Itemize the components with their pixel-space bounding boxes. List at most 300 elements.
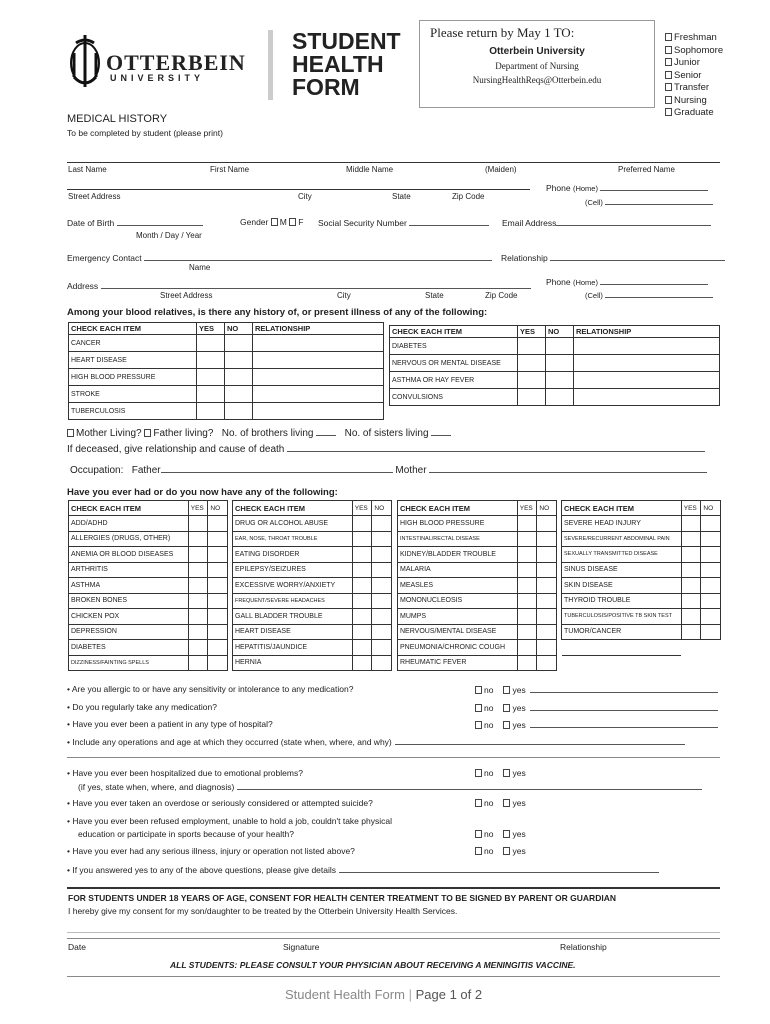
phone-home[interactable]: Phone (Home): [546, 182, 708, 193]
bullet: •: [67, 684, 72, 694]
question-text: Do you regularly take any medication?: [72, 702, 217, 712]
personal-item: KIDNEY/BLADDER TROUBLE: [398, 547, 518, 563]
no-cell[interactable]: [537, 547, 557, 563]
yes-cell[interactable]: [517, 562, 537, 578]
table-row: [233, 655, 392, 671]
question: [67, 846, 355, 856]
personal-item: SEVERE/RECURRENT ABDOMINAL PAIN: [562, 531, 682, 547]
no-cell[interactable]: [208, 547, 228, 563]
phone-cell[interactable]: (Cell): [585, 196, 713, 207]
personal-header: YES: [517, 501, 537, 516]
table-row: [398, 578, 557, 594]
personal-item: [562, 640, 682, 656]
family-item: CONVULSIONS: [390, 389, 518, 406]
no-cell[interactable]: [537, 640, 557, 656]
no-cell[interactable]: [372, 578, 392, 594]
class-options: [665, 32, 723, 120]
relationship-cell[interactable]: [253, 352, 384, 369]
emergency-contact[interactable]: Emergency Contact: [67, 252, 492, 263]
no-cell[interactable]: [701, 547, 721, 563]
table-row: [69, 609, 228, 625]
yes-checkbox[interactable]: [503, 799, 510, 807]
yes-cell[interactable]: [352, 624, 372, 640]
answer-line[interactable]: [67, 757, 720, 758]
no-cell[interactable]: [225, 352, 253, 369]
no-cell[interactable]: [537, 624, 557, 640]
divider: [268, 30, 273, 100]
yes-no-choice[interactable]: [475, 846, 526, 856]
no-checkbox[interactable]: [475, 847, 482, 855]
class-option-nursing[interactable]: Nursing: [665, 95, 723, 108]
table-row: [562, 562, 721, 578]
personal-header: NO: [372, 501, 392, 516]
personal-item: DRUG OR ALCOHOL ABUSE: [233, 516, 353, 532]
dob-sub: Month / Day / Year: [136, 231, 202, 240]
bullet: •: [67, 798, 73, 808]
class-option-transfer[interactable]: Transfer: [665, 82, 723, 95]
yes-cell[interactable]: [188, 624, 208, 640]
no-cell[interactable]: [372, 640, 392, 656]
yes-cell[interactable]: [352, 531, 372, 547]
parents-living[interactable]: Mother Living? Father living? No. of brothers living No. of sisters living: [67, 427, 451, 439]
family-header: NO: [225, 323, 253, 335]
deceased-field[interactable]: If deceased, give relationship and cause of death: [67, 443, 705, 455]
relationship-cell[interactable]: [574, 389, 720, 406]
table-row: [398, 516, 557, 532]
no-label: no: [484, 685, 494, 695]
no-checkbox[interactable]: [475, 721, 482, 729]
no-cell[interactable]: [208, 609, 228, 625]
no-cell[interactable]: [537, 593, 557, 609]
yes-cell[interactable]: [517, 624, 537, 640]
no-cell[interactable]: [372, 531, 392, 547]
relationship-cell[interactable]: [574, 355, 720, 372]
yes-cell[interactable]: [518, 355, 546, 372]
label-zip: Zip Code: [452, 192, 485, 201]
no-cell[interactable]: [537, 578, 557, 594]
yes-checkbox[interactable]: [503, 686, 510, 694]
emergency-name-label: Name: [189, 263, 211, 272]
personal-history-table: [232, 500, 392, 671]
table-row: [69, 562, 228, 578]
personal-item: ASTHMA: [69, 578, 189, 594]
table-row: [398, 640, 557, 656]
answer-line[interactable]: [67, 932, 720, 933]
question-text: (if yes, state when, where, and diagnosis): [78, 782, 235, 792]
yes-cell[interactable]: [188, 640, 208, 656]
bullet: •: [67, 816, 73, 826]
gender-field[interactable]: Gender M F: [240, 217, 304, 227]
yes-checkbox[interactable]: [503, 721, 510, 729]
personal-header: YES: [188, 501, 208, 516]
table-row: [69, 655, 228, 671]
personal-item: SEVERE HEAD INJURY: [562, 516, 682, 532]
no-cell[interactable]: [208, 516, 228, 532]
bullet: •: [67, 719, 73, 729]
answer-line[interactable]: [339, 864, 659, 873]
no-cell[interactable]: [701, 531, 721, 547]
question: [78, 781, 702, 792]
no-cell[interactable]: [225, 335, 253, 352]
no-cell[interactable]: [372, 516, 392, 532]
question: [67, 816, 392, 826]
label-state: State: [392, 192, 411, 201]
yes-label: yes: [512, 829, 526, 839]
table-row: [69, 335, 384, 352]
yes-cell[interactable]: [518, 389, 546, 406]
no-label: no: [484, 703, 494, 713]
personal-history-table: [68, 500, 228, 671]
no-checkbox[interactable]: [475, 769, 482, 777]
no-label: no: [484, 768, 494, 778]
question: [67, 768, 303, 778]
yes-label: yes: [512, 768, 526, 778]
emergency-address[interactable]: Address: [67, 280, 531, 291]
personal-item: GALL BLADDER TROUBLE: [233, 609, 353, 625]
table-row: [69, 624, 228, 640]
table-row: [398, 562, 557, 578]
consent-title: FOR STUDENTS UNDER 18 YEARS OF AGE, CONSENT FOR HEALTH CENTER TREATMENT TO BE SIGNED BY PARENT OR GUARDIAN: [68, 893, 616, 903]
section-sub: To be completed by student (please print): [67, 128, 223, 138]
table-row: [233, 640, 392, 656]
no-checkbox[interactable]: [475, 799, 482, 807]
no-cell[interactable]: [701, 624, 721, 640]
table-row: [398, 609, 557, 625]
personal-item: EAR, NOSE, THROAT TROUBLE: [233, 531, 353, 547]
no-cell[interactable]: [225, 369, 253, 386]
no-cell[interactable]: [537, 516, 557, 532]
yes-cell[interactable]: [517, 531, 537, 547]
relationship-cell[interactable]: [574, 338, 720, 355]
personal-header: NO: [701, 501, 721, 516]
yes-cell[interactable]: [517, 655, 537, 671]
family-item: HEART DISEASE: [69, 352, 197, 369]
em-phone-home[interactable]: Phone (Home): [546, 276, 708, 287]
no-cell[interactable]: [208, 562, 228, 578]
no-cell[interactable]: [546, 355, 574, 372]
yes-cell[interactable]: [188, 609, 208, 625]
bullet: •: [67, 846, 73, 856]
no-cell[interactable]: [208, 531, 228, 547]
no-cell[interactable]: [208, 655, 228, 671]
yes-cell[interactable]: [352, 593, 372, 609]
yes-no-choice[interactable]: [475, 684, 718, 695]
yes-checkbox[interactable]: [503, 847, 510, 855]
family-item: ASTHMA OR HAY FEVER: [390, 372, 518, 389]
yes-checkbox[interactable]: [503, 830, 510, 838]
question-text: Have you ever been hospitalized due to emotional problems?: [72, 768, 303, 778]
yes-checkbox[interactable]: [503, 769, 510, 777]
class-option-sophomore[interactable]: Sophomore: [665, 45, 723, 58]
table-row: [390, 389, 720, 406]
no-cell[interactable]: [546, 372, 574, 389]
no-cell[interactable]: [701, 578, 721, 594]
empty-cell: [681, 655, 701, 671]
em-zip: Zip Code: [485, 291, 518, 300]
personal-item: TUMOR/CANCER: [562, 624, 682, 640]
em-state: State: [425, 291, 444, 300]
empty-cell: [701, 655, 721, 671]
personal-item: BROKEN BONES: [69, 593, 189, 609]
return-box: Please return by May 1 TO: Otterbein University Department of Nursing NursingHealthReqs@Otterbein.edu: [419, 20, 655, 108]
no-cell[interactable]: [537, 531, 557, 547]
table-row: [562, 609, 721, 625]
yes-label: yes: [512, 720, 526, 730]
no-cell[interactable]: [372, 547, 392, 563]
yes-cell[interactable]: [681, 547, 701, 563]
relationship-field[interactable]: Relationship: [501, 252, 725, 263]
no-cell[interactable]: [537, 562, 557, 578]
personal-item: THYROID TROUBLE: [562, 593, 682, 609]
personal-item: HEPATITIS/JAUNDICE: [233, 640, 353, 656]
table-row: [398, 547, 557, 563]
answer-line[interactable]: [530, 684, 718, 693]
yes-cell[interactable]: [681, 593, 701, 609]
no-cell[interactable]: [372, 624, 392, 640]
yes-cell[interactable]: [352, 516, 372, 532]
personal-item: DEPRESSION: [69, 624, 189, 640]
no-cell[interactable]: [546, 389, 574, 406]
personal-item: RHEUMATIC FEVER: [398, 655, 518, 671]
yes-cell[interactable]: [188, 562, 208, 578]
ssn-field[interactable]: Social Security Number: [318, 217, 489, 228]
personal-item: INTESTINAL/RECTAL DISEASE: [398, 531, 518, 547]
table-row: [233, 531, 392, 547]
family-header: YES: [197, 323, 225, 335]
yes-no-choice[interactable]: [475, 768, 526, 778]
yes-cell[interactable]: [352, 609, 372, 625]
personal-item: PNEUMONIA/CHRONIC COUGH: [398, 640, 518, 656]
table-row: [69, 516, 228, 532]
personal-title: Have you ever had or do you now have any of the following:: [67, 487, 338, 498]
class-option-freshman[interactable]: Freshman: [665, 32, 723, 45]
question: [67, 736, 685, 747]
no-cell[interactable]: [701, 562, 721, 578]
yes-cell[interactable]: [188, 593, 208, 609]
empty-cell: [681, 640, 701, 656]
form-title: STUDENT HEALTH FORM: [292, 28, 401, 100]
yes-cell[interactable]: [681, 531, 701, 547]
question-text: Have you ever had any serious illness, injury or operation not listed above?: [72, 846, 355, 856]
yes-checkbox[interactable]: [503, 704, 510, 712]
personal-header: CHECK EACH ITEM: [398, 501, 518, 516]
no-label: no: [484, 829, 494, 839]
yes-cell[interactable]: [188, 655, 208, 671]
relationship-cell[interactable]: [253, 403, 384, 420]
personal-item: SKIN DISEASE: [562, 578, 682, 594]
bullet: •: [67, 768, 73, 778]
no-cell[interactable]: [208, 593, 228, 609]
personal-item: [562, 655, 682, 671]
yes-cell[interactable]: [197, 369, 225, 386]
yes-cell[interactable]: [352, 655, 372, 671]
relationship-cell[interactable]: [574, 372, 720, 389]
personal-item: TUBERCULOSIS/POSITIVE TB SKIN TEST: [562, 609, 682, 625]
yes-cell[interactable]: [188, 516, 208, 532]
class-option-senior[interactable]: Senior: [665, 70, 723, 83]
no-cell[interactable]: [208, 640, 228, 656]
answer-line[interactable]: [530, 719, 718, 728]
personal-item: EPILEPSY/SEIZURES: [233, 562, 353, 578]
no-cell[interactable]: [537, 609, 557, 625]
class-option-graduate[interactable]: Graduate: [665, 107, 723, 120]
table-row: [562, 516, 721, 532]
dob-field[interactable]: Date of Birth: [67, 217, 203, 228]
table-row: [398, 531, 557, 547]
yes-no-choice[interactable]: [475, 798, 526, 808]
table-row: [69, 547, 228, 563]
no-cell[interactable]: [546, 338, 574, 355]
yes-cell[interactable]: [197, 403, 225, 420]
answer-line[interactable]: [530, 702, 718, 711]
no-cell[interactable]: [372, 593, 392, 609]
family-item: NERVOUS OR MENTAL DISEASE: [390, 355, 518, 372]
answer-line[interactable]: [395, 736, 685, 745]
em-phone-cell[interactable]: (Cell): [585, 289, 713, 300]
yes-cell[interactable]: [517, 593, 537, 609]
yes-cell[interactable]: [681, 516, 701, 532]
question: [67, 702, 217, 712]
question-text: Have you ever taken an overdose or seriously considered or attempted suicide?: [72, 798, 373, 808]
yes-cell[interactable]: [517, 640, 537, 656]
personal-header: CHECK EACH ITEM: [69, 501, 189, 516]
personal-item: SINUS DISEASE: [562, 562, 682, 578]
no-cell[interactable]: [208, 624, 228, 640]
table-row: [562, 578, 721, 594]
table-row: [69, 531, 228, 547]
yes-cell[interactable]: [681, 624, 701, 640]
question: [67, 798, 373, 808]
table-row: [233, 593, 392, 609]
no-cell[interactable]: [372, 562, 392, 578]
vaccine-note: ALL STUDENTS: PLEASE CONSULT YOUR PHYSICIAN ABOUT RECEIVING A MENINGITIS VACCINE.: [170, 960, 576, 970]
logo-name: OTTERBEIN: [106, 50, 246, 75]
label-first-name: First Name: [210, 165, 250, 174]
table-row: [398, 655, 557, 671]
yes-cell[interactable]: [517, 609, 537, 625]
personal-item: MONONUCLEOSIS: [398, 593, 518, 609]
consent-signature[interactable]: Signature: [283, 942, 320, 952]
yes-cell[interactable]: [517, 578, 537, 594]
yes-no-choice[interactable]: [475, 829, 526, 839]
yes-cell[interactable]: [681, 562, 701, 578]
yes-cell[interactable]: [352, 562, 372, 578]
question-text: Include any operations and age at which they occurred (state when, where, and why): [72, 737, 392, 747]
bullet: •: [67, 702, 73, 712]
personal-item: EXCESSIVE WORRY/ANXIETY: [233, 578, 353, 594]
yes-cell[interactable]: [188, 547, 208, 563]
label-maiden: (Maiden): [485, 165, 517, 174]
label-city: City: [298, 192, 312, 201]
yes-cell[interactable]: [352, 640, 372, 656]
question-text: Have you ever been refused employment, unable to hold a job, couldn't take physical: [72, 816, 392, 826]
yes-cell[interactable]: [517, 516, 537, 532]
yes-cell[interactable]: [197, 352, 225, 369]
email-field[interactable]: Email Address: [502, 217, 711, 228]
yes-cell[interactable]: [681, 609, 701, 625]
occupation-field[interactable]: Occupation: Father Mother: [70, 464, 707, 476]
yes-label: yes: [512, 685, 526, 695]
table-row: [233, 578, 392, 594]
no-cell[interactable]: [225, 386, 253, 403]
yes-cell[interactable]: [352, 578, 372, 594]
table-row: [69, 386, 384, 403]
family-header: RELATIONSHIP: [574, 326, 720, 338]
yes-cell[interactable]: [188, 578, 208, 594]
yes-label: yes: [512, 703, 526, 713]
question-text: If you answered yes to any of the above questions, please give details: [72, 865, 337, 875]
consent-date[interactable]: Date: [68, 942, 86, 952]
yes-no-choice[interactable]: [475, 719, 718, 730]
no-cell[interactable]: [225, 403, 253, 420]
empty-cell: [701, 640, 721, 656]
answer-line[interactable]: [237, 781, 702, 790]
table-row: [69, 352, 384, 369]
personal-header: CHECK EACH ITEM: [562, 501, 682, 516]
yes-cell[interactable]: [518, 338, 546, 355]
yes-cell[interactable]: [518, 372, 546, 389]
family-item: STROKE: [69, 386, 197, 403]
no-checkbox[interactable]: [475, 686, 482, 694]
table-row: [69, 578, 228, 594]
personal-item: EATING DISORDER: [233, 547, 353, 563]
yes-label: yes: [512, 846, 526, 856]
question: [67, 684, 353, 694]
personal-item: ADD/ADHD: [69, 516, 189, 532]
yes-cell[interactable]: [188, 531, 208, 547]
class-option-junior[interactable]: Junior: [665, 57, 723, 70]
table-row: [233, 624, 392, 640]
no-cell[interactable]: [372, 655, 392, 671]
personal-header: CHECK EACH ITEM: [233, 501, 353, 516]
family-header: YES: [518, 326, 546, 338]
table-row: [69, 593, 228, 609]
relationship-cell[interactable]: [253, 335, 384, 352]
yes-cell[interactable]: [517, 547, 537, 563]
personal-header: YES: [681, 501, 701, 516]
no-label: no: [484, 798, 494, 808]
family-history-table-right: [389, 325, 720, 406]
table-row: [69, 640, 228, 656]
no-checkbox[interactable]: [475, 704, 482, 712]
no-label: no: [484, 846, 494, 856]
no-checkbox[interactable]: [475, 830, 482, 838]
family-header: CHECK EACH ITEM: [69, 323, 197, 335]
relationship-cell[interactable]: [253, 369, 384, 386]
yes-cell[interactable]: [681, 578, 701, 594]
no-cell[interactable]: [701, 609, 721, 625]
no-cell[interactable]: [208, 578, 228, 594]
no-cell[interactable]: [537, 655, 557, 671]
no-cell[interactable]: [701, 516, 721, 532]
yes-no-choice[interactable]: [475, 702, 718, 713]
em-street: Street Address: [160, 291, 213, 300]
personal-item: ARTHRITIS: [69, 562, 189, 578]
family-header: RELATIONSHIP: [253, 323, 384, 335]
em-city: City: [337, 291, 351, 300]
yes-cell[interactable]: [197, 386, 225, 403]
consent-relationship[interactable]: Relationship: [560, 942, 607, 952]
no-cell[interactable]: [701, 593, 721, 609]
no-cell[interactable]: [372, 609, 392, 625]
table-row: [390, 355, 720, 372]
personal-item: ANEMIA OR BLOOD DISEASES: [69, 547, 189, 563]
table-row: [233, 547, 392, 563]
relationship-cell[interactable]: [253, 386, 384, 403]
personal-item: MUMPS: [398, 609, 518, 625]
yes-cell[interactable]: [197, 335, 225, 352]
yes-cell[interactable]: [352, 547, 372, 563]
